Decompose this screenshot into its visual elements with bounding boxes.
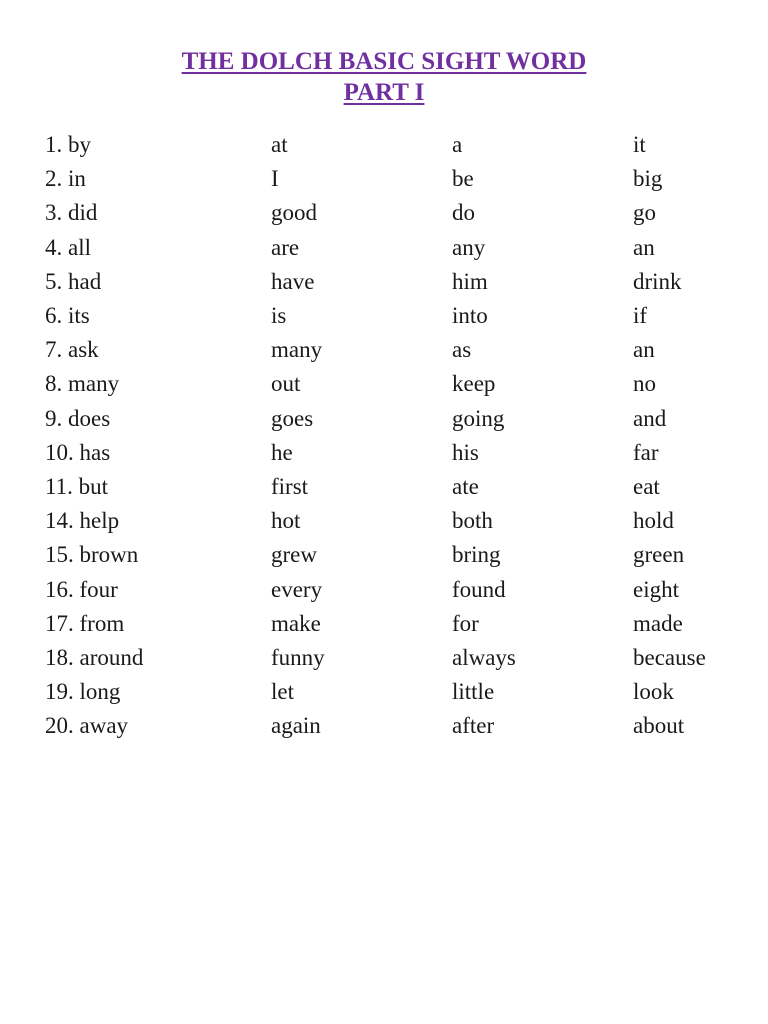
sight-word: in — [68, 166, 86, 192]
word-row — [45, 128, 733, 162]
sight-word: at — [271, 132, 288, 158]
sight-word: he — [271, 439, 293, 465]
row-number: 10. — [45, 439, 74, 465]
sight-word: make — [271, 610, 321, 636]
sight-word: long — [79, 679, 121, 705]
word-cell-col3 — [452, 162, 633, 196]
sight-word: and — [633, 405, 667, 431]
word-cell-col3 — [452, 402, 633, 436]
page-title: THE DOLCH BASIC SIGHT WORD — [181, 48, 587, 75]
sight-word: found — [452, 576, 506, 602]
sight-word: always — [452, 644, 516, 670]
sight-word: an — [633, 234, 655, 260]
sight-word: hold — [633, 508, 674, 534]
sight-word: from — [79, 610, 125, 636]
sight-word: many — [271, 337, 323, 363]
sight-word: is — [271, 303, 287, 329]
word-row — [45, 470, 733, 504]
sight-word: drink — [633, 268, 682, 294]
word-cell-col3 — [452, 538, 633, 572]
sight-word: let — [271, 679, 294, 705]
sight-word: if — [633, 303, 648, 329]
word-cell-col4 — [633, 709, 733, 743]
word-cell-col1 — [45, 504, 271, 538]
title-block — [0, 46, 768, 108]
word-cell-col3 — [452, 572, 633, 606]
word-row — [45, 436, 733, 470]
sight-word: funny — [271, 644, 325, 670]
row-number: 11. — [45, 473, 73, 499]
word-cell-col1 — [45, 709, 271, 743]
word-cell-col2 — [271, 504, 452, 538]
word-row — [45, 402, 733, 436]
sight-word: had — [68, 268, 102, 294]
word-row — [45, 607, 733, 641]
sight-word: because — [633, 644, 706, 670]
sight-word-table — [45, 128, 733, 743]
word-row — [45, 641, 733, 675]
word-cell-col4 — [633, 333, 733, 367]
word-cell-col1 — [45, 641, 271, 675]
word-cell-col3 — [452, 299, 633, 333]
row-number: 17. — [45, 610, 74, 636]
word-cell-col3 — [452, 675, 633, 709]
sight-word: but — [78, 473, 109, 499]
sight-word: are — [271, 234, 300, 260]
word-cell-col1 — [45, 675, 271, 709]
sight-word: far — [633, 439, 659, 465]
word-cell-col3 — [452, 333, 633, 367]
sight-word: little — [452, 679, 495, 705]
word-cell-col2 — [271, 231, 452, 265]
sight-word: an — [633, 337, 655, 363]
word-cell-col2 — [271, 265, 452, 299]
word-row — [45, 675, 733, 709]
word-row — [45, 572, 733, 606]
sight-word: him — [452, 268, 488, 294]
sight-word: brown — [79, 542, 139, 568]
sight-word: both — [452, 508, 493, 534]
word-cell-col2 — [271, 538, 452, 572]
sight-word: ate — [452, 473, 479, 499]
row-number: 20. — [45, 713, 74, 739]
word-cell-col1 — [45, 333, 271, 367]
page-subtitle: PART I — [343, 79, 425, 106]
word-cell-col2 — [271, 299, 452, 333]
sight-word: keep — [452, 371, 496, 397]
sight-word: help — [79, 508, 120, 534]
word-cell-col4 — [633, 538, 733, 572]
word-row — [45, 333, 733, 367]
word-cell-col4 — [633, 162, 733, 196]
word-cell-col1 — [45, 367, 271, 401]
word-cell-col3 — [452, 641, 633, 675]
word-cell-col1 — [45, 265, 271, 299]
row-number: 4. — [45, 234, 63, 260]
word-cell-col3 — [452, 709, 633, 743]
word-cell-col2 — [271, 607, 452, 641]
sight-word: any — [452, 234, 486, 260]
sight-word: does — [68, 405, 111, 431]
sight-word: did — [68, 200, 98, 226]
word-cell-col1 — [45, 436, 271, 470]
word-cell-col2 — [271, 128, 452, 162]
row-number: 1. — [45, 132, 63, 158]
sight-word: after — [452, 713, 495, 739]
sight-word: I — [271, 166, 279, 192]
word-cell-col2 — [271, 470, 452, 504]
word-cell-col3 — [452, 470, 633, 504]
word-cell-col1 — [45, 162, 271, 196]
sight-word: four — [79, 576, 118, 602]
row-number: 18. — [45, 644, 74, 670]
row-number: 8. — [45, 371, 63, 397]
word-cell-col2 — [271, 333, 452, 367]
sight-word: into — [452, 303, 488, 329]
row-number: 7. — [45, 337, 63, 363]
sight-word: his — [452, 439, 479, 465]
word-cell-col3 — [452, 367, 633, 401]
sight-word: away — [79, 713, 129, 739]
word-row — [45, 162, 733, 196]
row-number: 9. — [45, 405, 63, 431]
sight-word: bring — [452, 542, 501, 568]
word-cell-col4 — [633, 675, 733, 709]
word-cell-col2 — [271, 675, 452, 709]
row-number: 15. — [45, 542, 74, 568]
row-number: 6. — [45, 303, 63, 329]
word-cell-col3 — [452, 504, 633, 538]
word-cell-col4 — [633, 470, 733, 504]
word-row — [45, 196, 733, 230]
word-cell-col4 — [633, 641, 733, 675]
word-cell-col2 — [271, 196, 452, 230]
row-number: 16. — [45, 576, 74, 602]
word-cell-col1 — [45, 128, 271, 162]
sight-word: it — [633, 132, 646, 158]
word-row — [45, 367, 733, 401]
word-cell-col2 — [271, 402, 452, 436]
word-cell-col4 — [633, 436, 733, 470]
word-cell-col1 — [45, 196, 271, 230]
sight-word: its — [68, 303, 90, 329]
word-cell-col3 — [452, 607, 633, 641]
word-cell-col1 — [45, 572, 271, 606]
word-cell-col2 — [271, 367, 452, 401]
sight-word: for — [452, 610, 479, 636]
word-row — [45, 265, 733, 299]
sight-word: no — [633, 371, 656, 397]
word-cell-col2 — [271, 709, 452, 743]
word-cell-col4 — [633, 607, 733, 641]
word-cell-col4 — [633, 504, 733, 538]
word-cell-col4 — [633, 128, 733, 162]
word-cell-col2 — [271, 436, 452, 470]
sight-word: big — [633, 166, 663, 192]
row-number: 19. — [45, 679, 74, 705]
sight-word: grew — [271, 542, 317, 568]
word-cell-col1 — [45, 402, 271, 436]
word-cell-col3 — [452, 265, 633, 299]
word-row — [45, 504, 733, 538]
word-cell-col4 — [633, 196, 733, 230]
sight-word: be — [452, 166, 474, 192]
sight-word: look — [633, 679, 674, 705]
word-cell-col1 — [45, 607, 271, 641]
sight-word: eat — [633, 473, 660, 499]
word-row — [45, 709, 733, 743]
word-cell-col1 — [45, 299, 271, 333]
sight-word: has — [79, 439, 111, 465]
word-cell-col2 — [271, 572, 452, 606]
sight-word: first — [271, 473, 309, 499]
sight-word: every — [271, 576, 323, 602]
row-number: 3. — [45, 200, 63, 226]
word-cell-col4 — [633, 572, 733, 606]
word-cell-col1 — [45, 538, 271, 572]
row-number: 5. — [45, 268, 63, 294]
word-cell-col3 — [452, 128, 633, 162]
word-cell-col1 — [45, 231, 271, 265]
row-number: 2. — [45, 166, 63, 192]
word-row — [45, 299, 733, 333]
sight-word: goes — [271, 405, 314, 431]
word-cell-col4 — [633, 299, 733, 333]
row-number: 14. — [45, 508, 74, 534]
word-cell-col1 — [45, 470, 271, 504]
word-cell-col2 — [271, 162, 452, 196]
sight-word: by — [68, 132, 91, 158]
word-cell-col3 — [452, 231, 633, 265]
word-cell-col3 — [452, 196, 633, 230]
sight-word: many — [68, 371, 120, 397]
sight-word: again — [271, 713, 321, 739]
sight-word: hot — [271, 508, 301, 534]
word-cell-col4 — [633, 265, 733, 299]
sight-word: ask — [68, 337, 99, 363]
sight-word: going — [452, 405, 505, 431]
sight-word: out — [271, 371, 301, 397]
sight-word: as — [452, 337, 472, 363]
sight-word: a — [452, 132, 463, 158]
word-cell-col2 — [271, 641, 452, 675]
sight-word: around — [79, 644, 144, 670]
sight-word: do — [452, 200, 475, 226]
sight-word: have — [271, 268, 315, 294]
word-row — [45, 231, 733, 265]
sight-word: eight — [633, 576, 679, 602]
word-cell-col4 — [633, 231, 733, 265]
sight-word: about — [633, 713, 685, 739]
sight-word: go — [633, 200, 656, 226]
word-cell-col4 — [633, 367, 733, 401]
sight-word: made — [633, 610, 683, 636]
sight-word: good — [271, 200, 317, 226]
word-row — [45, 538, 733, 572]
word-cell-col4 — [633, 402, 733, 436]
sight-word: all — [68, 234, 91, 260]
sight-word: green — [633, 542, 685, 568]
word-cell-col3 — [452, 436, 633, 470]
